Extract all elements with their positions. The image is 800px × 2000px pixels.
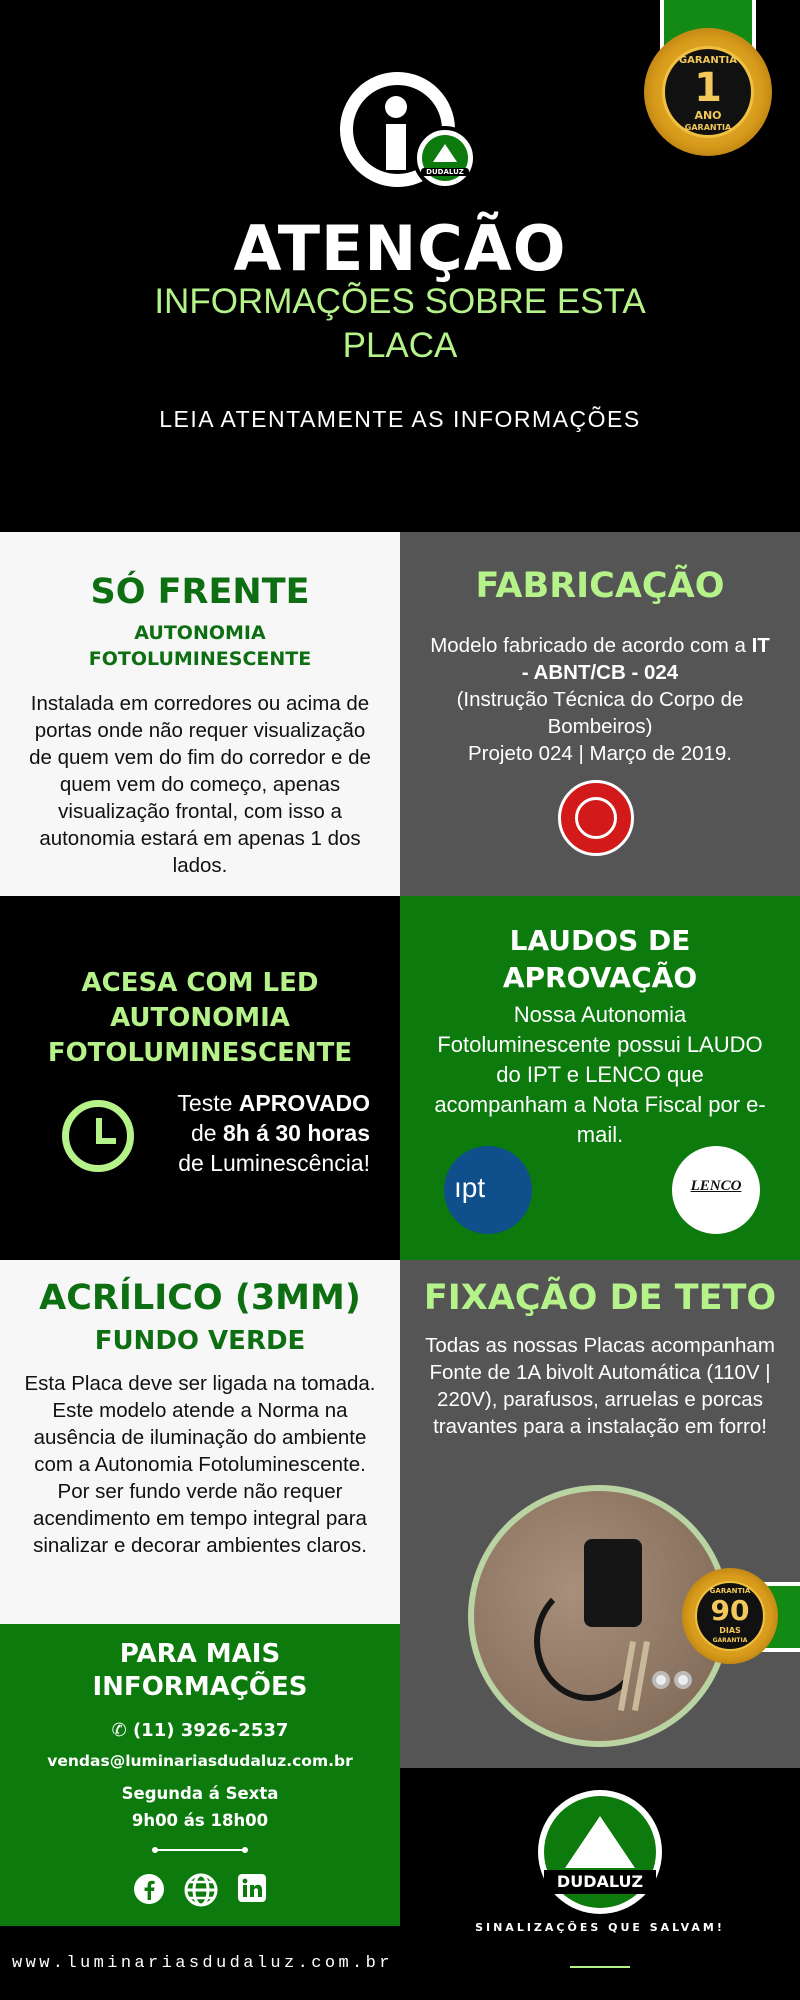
divider-dot — [152, 1847, 158, 1853]
info-icon-dot — [385, 96, 407, 118]
ipt-label: ıpt — [454, 1172, 486, 1203]
only-front-subtitle: AUTONOMIA FOTOLUMINESCENTE — [88, 622, 312, 670]
reports-panel — [400, 896, 800, 1260]
led-panel — [0, 896, 400, 1260]
email-link[interactable]: vendas@luminariasdudaluz.com.br — [47, 1752, 353, 1770]
phone-line[interactable] — [0, 1720, 400, 1741]
reports-title: LAUDOS DE APROVAÇÃO — [502, 924, 698, 994]
facebook-icon[interactable] — [132, 1872, 166, 1906]
divider — [570, 1966, 630, 1968]
seal-top-text: GARANTIA — [678, 55, 738, 66]
washer-shape — [674, 1671, 692, 1689]
manufacturing-text-2: (Instrução Técnica do Corpo de Bombeiros) — [456, 688, 744, 738]
power-adapter-shape — [584, 1539, 642, 1627]
seal90-bottom-text: GARANTIA — [712, 1637, 748, 1644]
manufacturing-text-3: Projeto 024 | Março de 2019. — [467, 742, 733, 765]
guarantee-seal-90-inner — [695, 1581, 765, 1651]
emblem-ring — [575, 797, 617, 839]
divider-dot — [242, 1847, 248, 1853]
brand-panel — [400, 1768, 800, 2000]
contact-panel — [0, 1624, 400, 1926]
seal-unit: ANO — [694, 109, 722, 122]
seal90-number: 90 — [710, 1594, 750, 1627]
only-front-text: Instalada em corredores ou acima de portas onde não requer visualização de quem vem do fim do corredor e de quem vem do começo, apenas visualização frontal, com isso a autonomia estará em apenas 1 dos lados. — [29, 692, 371, 877]
seal90-top-text: GARANTIA — [709, 1587, 751, 1595]
page-title: ATENÇÃO — [233, 212, 567, 285]
ceiling-panel — [400, 1260, 800, 1768]
ceiling-text: Todas as nossas Placas acompanham Fonte de 1A bivolt Automática (110V | 220V), parafusos, arruelas e porcas travantes para a instalação em forro! — [425, 1334, 775, 1438]
hours-days: Segunda á Sexta — [121, 1784, 279, 1803]
manufacturing-panel — [400, 532, 800, 896]
divider — [155, 1849, 245, 1851]
globe-icon[interactable] — [183, 1872, 217, 1906]
acrylic-text: Esta Placa deve ser ligada na tomada. Este modelo atende a Norma na ausência de iluminação do ambiente com a Autonomia Fotoluminescente. Por ser fundo verde não requer acendimento em tempo integral para sinalizar e decorar ambientes claros. — [24, 1372, 376, 1557]
led-t3: de Luminescência! — [178, 1150, 370, 1176]
dudaluz-logo-inner — [544, 1796, 656, 1908]
phone-number[interactable]: (11) 3926-2537 — [132, 1720, 289, 1741]
manufacturing-text-1: Modelo fabricado de acordo com a — [430, 634, 746, 657]
ceiling-title: FIXAÇÃO DE TETO — [423, 1278, 777, 1318]
seal90-unit: DIAS — [719, 1626, 741, 1635]
led-title: ACESA COM LED AUTONOMIA FOTOLUMINESCENTE — [47, 968, 353, 1068]
manufacturing-norm: IT - ABNT/CB - 024 — [521, 634, 770, 684]
reports-text: Nossa Autonomia Fotoluminescente possui LAUDO do IPT e LENCO que acompanham a Nota Fiscal por e-mail. — [434, 1002, 766, 1147]
only-front-panel — [0, 532, 400, 896]
triangle-icon — [433, 144, 457, 162]
dudaluz-badge-icon — [413, 126, 477, 190]
manufacturing-text — [430, 632, 770, 767]
dudaluz-logo — [538, 1790, 662, 1914]
info-icon-bar — [386, 124, 406, 170]
seal-bottom-text: GARANTIA — [684, 123, 732, 132]
read-notice: LEIA ATENTAMENTE AS INFORMAÇÕES — [159, 406, 641, 432]
fire-department-emblem-icon — [558, 780, 634, 856]
led-t2: de — [190, 1120, 217, 1146]
badge-text: DUDALUZ — [421, 168, 469, 176]
guarantee-seal-inner — [662, 46, 754, 138]
header — [0, 0, 800, 532]
acrylic-panel — [0, 1260, 400, 1624]
manufacturing-title: FABRICAÇÃO — [475, 566, 725, 606]
acrylic-title: ACRÍLICO (3MM) — [39, 1278, 361, 1318]
triangle-icon — [565, 1816, 635, 1868]
acrylic-subtitle: FUNDO VERDE — [94, 1326, 306, 1356]
linkedin-icon[interactable] — [235, 1872, 269, 1906]
website-link[interactable]: www.luminariasdudaluz.com.br — [12, 1954, 393, 1973]
phone-icon: ✆ — [111, 1720, 133, 1741]
only-front-title: SÓ FRENTE — [90, 572, 310, 612]
washer-shape — [652, 1671, 670, 1689]
seal-number: 1 — [694, 65, 722, 111]
led-t1: Teste — [177, 1090, 233, 1116]
guarantee-seal-90 — [682, 1568, 778, 1664]
page-subtitle: INFORMAÇÕES SOBRE ESTA PLACA — [154, 282, 646, 365]
led-t2-bold: 8h á 30 horas — [222, 1120, 370, 1146]
brand-slogan: SINALIZAÇÕES QUE SALVAM! — [475, 1921, 725, 1934]
clock-hand-minute — [96, 1138, 116, 1144]
led-test-text — [140, 1088, 370, 1178]
guarantee-seal — [644, 28, 772, 156]
contact-title: PARA MAIS INFORMAÇÕES — [92, 1639, 308, 1702]
lenco-logo — [672, 1146, 760, 1234]
hours-time: 9h00 ás 18h00 — [131, 1811, 269, 1830]
ipt-logo — [444, 1146, 532, 1234]
lenco-label: LENCO — [690, 1178, 742, 1194]
led-t1-bold: APROVADO — [238, 1090, 370, 1116]
clock-icon — [62, 1100, 134, 1172]
footer — [0, 1926, 400, 2000]
brand-name: DUDALUZ — [544, 1870, 656, 1894]
